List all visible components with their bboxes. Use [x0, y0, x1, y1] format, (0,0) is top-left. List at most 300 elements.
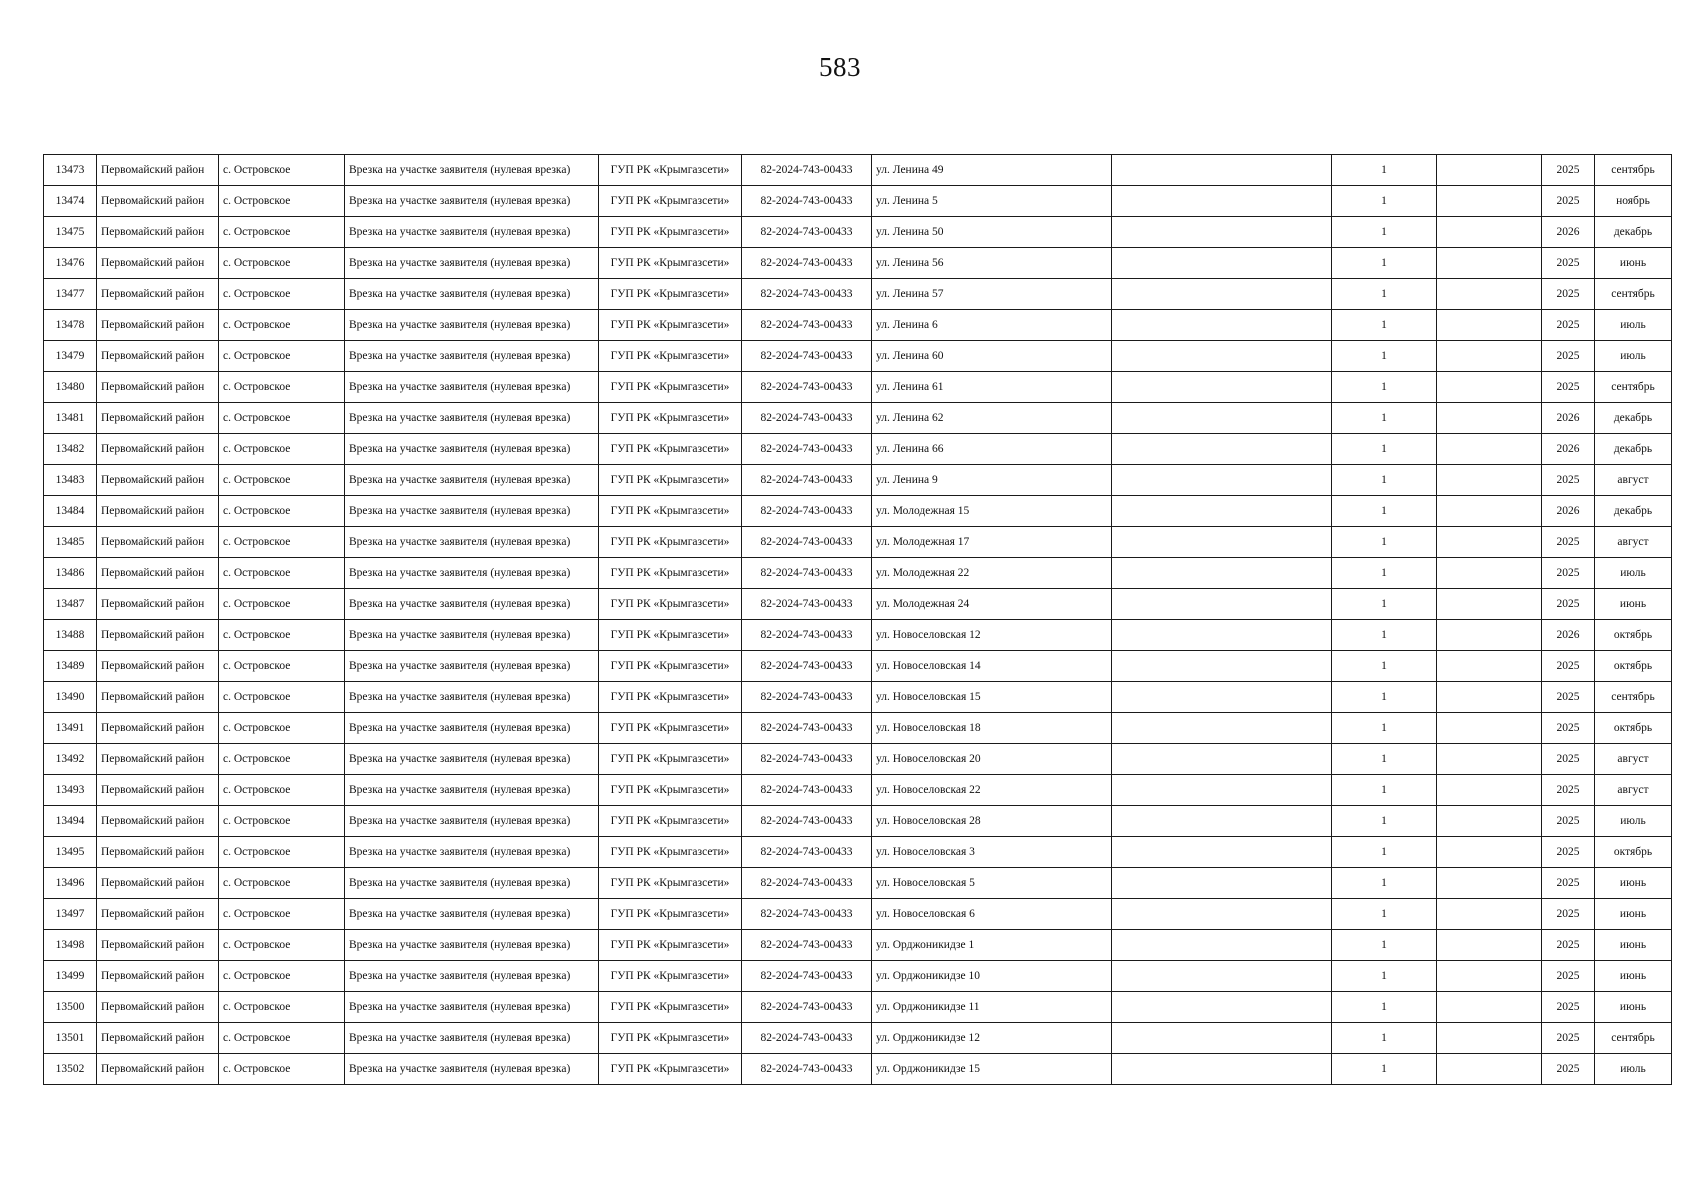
- organization-cell: ГУП РК «Крымгазсети»: [599, 1054, 742, 1085]
- address-cell: ул. Новоселовская 3: [872, 837, 1112, 868]
- table-row: [44, 1023, 1672, 1054]
- table-row: [44, 527, 1672, 558]
- year-cell: 2025: [1542, 992, 1595, 1023]
- address-cell: ул. Ленина 9: [872, 465, 1112, 496]
- district-cell: Первомайский район: [97, 496, 219, 527]
- program-code-cell: 82-2024-743-00433: [742, 899, 872, 930]
- empty-cell: [1112, 589, 1332, 620]
- address-cell: ул. Новоселовская 20: [872, 744, 1112, 775]
- address-cell: ул. Молодежная 22: [872, 558, 1112, 589]
- organization-cell: ГУП РК «Крымгазсети»: [599, 279, 742, 310]
- district-cell: Первомайский район: [97, 806, 219, 837]
- empty-cell: [1437, 558, 1542, 589]
- program-code-cell: 82-2024-743-00433: [742, 434, 872, 465]
- empty-cell: [1112, 186, 1332, 217]
- work-type-cell: Врезка на участке заявителя (нулевая врезка): [345, 248, 599, 279]
- district-cell: Первомайский район: [97, 992, 219, 1023]
- district-cell: Первомайский район: [97, 217, 219, 248]
- month-cell: июнь: [1595, 589, 1672, 620]
- organization-cell: ГУП РК «Крымгазсети»: [599, 899, 742, 930]
- quantity-cell: 1: [1332, 868, 1437, 899]
- program-code-cell: 82-2024-743-00433: [742, 682, 872, 713]
- address-cell: ул. Ленина 66: [872, 434, 1112, 465]
- year-cell: 2026: [1542, 403, 1595, 434]
- village-cell: с. Островское: [219, 930, 345, 961]
- district-cell: Первомайский район: [97, 775, 219, 806]
- work-type-cell: Врезка на участке заявителя (нулевая врезка): [345, 279, 599, 310]
- empty-cell: [1112, 558, 1332, 589]
- village-cell: с. Островское: [219, 682, 345, 713]
- address-cell: ул. Молодежная 17: [872, 527, 1112, 558]
- district-cell: Первомайский район: [97, 620, 219, 651]
- work-type-cell: Врезка на участке заявителя (нулевая врезка): [345, 310, 599, 341]
- work-type-cell: Врезка на участке заявителя (нулевая врезка): [345, 713, 599, 744]
- empty-cell: [1437, 961, 1542, 992]
- empty-cell: [1437, 899, 1542, 930]
- empty-cell: [1112, 899, 1332, 930]
- work-type-cell: Врезка на участке заявителя (нулевая врезка): [345, 868, 599, 899]
- empty-cell: [1437, 465, 1542, 496]
- organization-cell: ГУП РК «Крымгазсети»: [599, 837, 742, 868]
- organization-cell: ГУП РК «Крымгазсети»: [599, 775, 742, 806]
- month-cell: июль: [1595, 806, 1672, 837]
- year-cell: 2025: [1542, 279, 1595, 310]
- district-cell: Первомайский район: [97, 155, 219, 186]
- year-cell: 2026: [1542, 434, 1595, 465]
- quantity-cell: 1: [1332, 403, 1437, 434]
- district-cell: Первомайский район: [97, 744, 219, 775]
- table-row: [44, 310, 1672, 341]
- program-code-cell: 82-2024-743-00433: [742, 372, 872, 403]
- empty-cell: [1112, 837, 1332, 868]
- quantity-cell: 1: [1332, 1054, 1437, 1085]
- year-cell: 2025: [1542, 155, 1595, 186]
- empty-cell: [1437, 744, 1542, 775]
- work-type-cell: Врезка на участке заявителя (нулевая врезка): [345, 403, 599, 434]
- year-cell: 2025: [1542, 310, 1595, 341]
- month-cell: декабрь: [1595, 217, 1672, 248]
- month-cell: сентябрь: [1595, 372, 1672, 403]
- quantity-cell: 1: [1332, 899, 1437, 930]
- work-type-cell: Врезка на участке заявителя (нулевая врезка): [345, 1054, 599, 1085]
- month-cell: октябрь: [1595, 837, 1672, 868]
- program-code-cell: 82-2024-743-00433: [742, 744, 872, 775]
- registry-body: [44, 155, 1672, 1085]
- work-type-cell: Врезка на участке заявителя (нулевая врезка): [345, 837, 599, 868]
- table-row: [44, 682, 1672, 713]
- row-number: 13500: [44, 992, 97, 1023]
- empty-cell: [1112, 403, 1332, 434]
- work-type-cell: Врезка на участке заявителя (нулевая врезка): [345, 620, 599, 651]
- year-cell: 2025: [1542, 713, 1595, 744]
- table-row: [44, 899, 1672, 930]
- row-number: 13484: [44, 496, 97, 527]
- district-cell: Первомайский район: [97, 527, 219, 558]
- organization-cell: ГУП РК «Крымгазсети»: [599, 744, 742, 775]
- empty-cell: [1112, 496, 1332, 527]
- year-cell: 2025: [1542, 248, 1595, 279]
- village-cell: с. Островское: [219, 186, 345, 217]
- month-cell: июнь: [1595, 930, 1672, 961]
- program-code-cell: 82-2024-743-00433: [742, 992, 872, 1023]
- year-cell: 2025: [1542, 682, 1595, 713]
- year-cell: 2026: [1542, 620, 1595, 651]
- quantity-cell: 1: [1332, 186, 1437, 217]
- quantity-cell: 1: [1332, 527, 1437, 558]
- row-number: 13497: [44, 899, 97, 930]
- quantity-cell: 1: [1332, 372, 1437, 403]
- village-cell: с. Островское: [219, 372, 345, 403]
- empty-cell: [1112, 868, 1332, 899]
- address-cell: ул. Орджоникидзе 1: [872, 930, 1112, 961]
- district-cell: Первомайский район: [97, 713, 219, 744]
- address-cell: ул. Ленина 6: [872, 310, 1112, 341]
- district-cell: Первомайский район: [97, 1023, 219, 1054]
- table-row: [44, 341, 1672, 372]
- row-number: 13477: [44, 279, 97, 310]
- village-cell: с. Островское: [219, 310, 345, 341]
- year-cell: 2026: [1542, 217, 1595, 248]
- work-type-cell: Врезка на участке заявителя (нулевая врезка): [345, 682, 599, 713]
- row-number: 13478: [44, 310, 97, 341]
- month-cell: июнь: [1595, 961, 1672, 992]
- district-cell: Первомайский район: [97, 961, 219, 992]
- program-code-cell: 82-2024-743-00433: [742, 713, 872, 744]
- year-cell: 2025: [1542, 806, 1595, 837]
- village-cell: с. Островское: [219, 155, 345, 186]
- row-number: 13495: [44, 837, 97, 868]
- village-cell: с. Островское: [219, 1054, 345, 1085]
- empty-cell: [1112, 930, 1332, 961]
- village-cell: с. Островское: [219, 744, 345, 775]
- address-cell: ул. Новоселовская 15: [872, 682, 1112, 713]
- organization-cell: ГУП РК «Крымгазсети»: [599, 217, 742, 248]
- empty-cell: [1112, 279, 1332, 310]
- year-cell: 2025: [1542, 961, 1595, 992]
- table-row: [44, 372, 1672, 403]
- year-cell: 2025: [1542, 465, 1595, 496]
- work-type-cell: Врезка на участке заявителя (нулевая врезка): [345, 589, 599, 620]
- empty-cell: [1112, 651, 1332, 682]
- organization-cell: ГУП РК «Крымгазсети»: [599, 310, 742, 341]
- program-code-cell: 82-2024-743-00433: [742, 837, 872, 868]
- table-row: [44, 775, 1672, 806]
- empty-cell: [1437, 248, 1542, 279]
- program-code-cell: 82-2024-743-00433: [742, 651, 872, 682]
- program-code-cell: 82-2024-743-00433: [742, 930, 872, 961]
- month-cell: июль: [1595, 341, 1672, 372]
- work-type-cell: Врезка на участке заявителя (нулевая врезка): [345, 341, 599, 372]
- organization-cell: ГУП РК «Крымгазсети»: [599, 341, 742, 372]
- row-number: 13494: [44, 806, 97, 837]
- program-code-cell: 82-2024-743-00433: [742, 403, 872, 434]
- organization-cell: ГУП РК «Крымгазсети»: [599, 496, 742, 527]
- empty-cell: [1437, 372, 1542, 403]
- program-code-cell: 82-2024-743-00433: [742, 186, 872, 217]
- district-cell: Первомайский район: [97, 558, 219, 589]
- village-cell: с. Островское: [219, 775, 345, 806]
- month-cell: ноябрь: [1595, 186, 1672, 217]
- row-number: 13496: [44, 868, 97, 899]
- program-code-cell: 82-2024-743-00433: [742, 620, 872, 651]
- table-row: [44, 992, 1672, 1023]
- empty-cell: [1437, 186, 1542, 217]
- row-number: 13482: [44, 434, 97, 465]
- work-type-cell: Врезка на участке заявителя (нулевая врезка): [345, 186, 599, 217]
- empty-cell: [1112, 155, 1332, 186]
- empty-cell: [1112, 682, 1332, 713]
- organization-cell: ГУП РК «Крымгазсети»: [599, 713, 742, 744]
- address-cell: ул. Орджоникидзе 15: [872, 1054, 1112, 1085]
- address-cell: ул. Ленина 5: [872, 186, 1112, 217]
- year-cell: 2025: [1542, 558, 1595, 589]
- month-cell: сентябрь: [1595, 1023, 1672, 1054]
- work-type-cell: Врезка на участке заявителя (нулевая врезка): [345, 434, 599, 465]
- village-cell: с. Островское: [219, 651, 345, 682]
- program-code-cell: 82-2024-743-00433: [742, 279, 872, 310]
- quantity-cell: 1: [1332, 620, 1437, 651]
- village-cell: с. Островское: [219, 1023, 345, 1054]
- quantity-cell: 1: [1332, 217, 1437, 248]
- empty-cell: [1112, 248, 1332, 279]
- district-cell: Первомайский район: [97, 868, 219, 899]
- month-cell: июнь: [1595, 899, 1672, 930]
- village-cell: с. Островское: [219, 961, 345, 992]
- address-cell: ул. Ленина 56: [872, 248, 1112, 279]
- address-cell: ул. Новоселовская 28: [872, 806, 1112, 837]
- village-cell: с. Островское: [219, 465, 345, 496]
- district-cell: Первомайский район: [97, 899, 219, 930]
- address-cell: ул. Новоселовская 14: [872, 651, 1112, 682]
- row-number: 13491: [44, 713, 97, 744]
- work-type-cell: Врезка на участке заявителя (нулевая врезка): [345, 992, 599, 1023]
- address-cell: ул. Ленина 57: [872, 279, 1112, 310]
- program-code-cell: 82-2024-743-00433: [742, 341, 872, 372]
- empty-cell: [1437, 279, 1542, 310]
- program-code-cell: 82-2024-743-00433: [742, 155, 872, 186]
- district-cell: Первомайский район: [97, 930, 219, 961]
- village-cell: с. Островское: [219, 403, 345, 434]
- district-cell: Первомайский район: [97, 248, 219, 279]
- table-row: [44, 279, 1672, 310]
- quantity-cell: 1: [1332, 930, 1437, 961]
- program-code-cell: 82-2024-743-00433: [742, 310, 872, 341]
- month-cell: сентябрь: [1595, 682, 1672, 713]
- year-cell: 2025: [1542, 589, 1595, 620]
- address-cell: ул. Ленина 50: [872, 217, 1112, 248]
- district-cell: Первомайский район: [97, 186, 219, 217]
- month-cell: август: [1595, 744, 1672, 775]
- empty-cell: [1112, 434, 1332, 465]
- program-code-cell: 82-2024-743-00433: [742, 775, 872, 806]
- empty-cell: [1437, 868, 1542, 899]
- table-row: [44, 465, 1672, 496]
- work-type-cell: Врезка на участке заявителя (нулевая врезка): [345, 806, 599, 837]
- empty-cell: [1112, 806, 1332, 837]
- address-cell: ул. Орджоникидзе 11: [872, 992, 1112, 1023]
- empty-cell: [1437, 930, 1542, 961]
- year-cell: 2025: [1542, 1054, 1595, 1085]
- address-cell: ул. Ленина 60: [872, 341, 1112, 372]
- row-number: 13473: [44, 155, 97, 186]
- table-row: [44, 651, 1672, 682]
- row-number: 13486: [44, 558, 97, 589]
- program-code-cell: 82-2024-743-00433: [742, 961, 872, 992]
- year-cell: 2025: [1542, 1023, 1595, 1054]
- quantity-cell: 1: [1332, 155, 1437, 186]
- empty-cell: [1437, 155, 1542, 186]
- program-code-cell: 82-2024-743-00433: [742, 465, 872, 496]
- table-row: [44, 558, 1672, 589]
- empty-cell: [1437, 310, 1542, 341]
- month-cell: декабрь: [1595, 496, 1672, 527]
- village-cell: с. Островское: [219, 527, 345, 558]
- month-cell: август: [1595, 527, 1672, 558]
- row-number: 13476: [44, 248, 97, 279]
- quantity-cell: 1: [1332, 248, 1437, 279]
- empty-cell: [1112, 713, 1332, 744]
- program-code-cell: 82-2024-743-00433: [742, 806, 872, 837]
- quantity-cell: 1: [1332, 279, 1437, 310]
- quantity-cell: 1: [1332, 775, 1437, 806]
- row-number: 13485: [44, 527, 97, 558]
- district-cell: Первомайский район: [97, 465, 219, 496]
- year-cell: 2025: [1542, 744, 1595, 775]
- empty-cell: [1112, 372, 1332, 403]
- address-cell: ул. Ленина 49: [872, 155, 1112, 186]
- quantity-cell: 1: [1332, 744, 1437, 775]
- organization-cell: ГУП РК «Крымгазсети»: [599, 186, 742, 217]
- year-cell: 2025: [1542, 186, 1595, 217]
- row-number: 13483: [44, 465, 97, 496]
- work-type-cell: Врезка на участке заявителя (нулевая врезка): [345, 651, 599, 682]
- month-cell: июль: [1595, 1054, 1672, 1085]
- village-cell: с. Островское: [219, 341, 345, 372]
- empty-cell: [1112, 992, 1332, 1023]
- empty-cell: [1437, 496, 1542, 527]
- empty-cell: [1112, 961, 1332, 992]
- program-code-cell: 82-2024-743-00433: [742, 496, 872, 527]
- empty-cell: [1437, 1023, 1542, 1054]
- quantity-cell: 1: [1332, 806, 1437, 837]
- month-cell: сентябрь: [1595, 155, 1672, 186]
- empty-cell: [1437, 682, 1542, 713]
- row-number: 13487: [44, 589, 97, 620]
- table-row: [44, 1054, 1672, 1085]
- month-cell: июль: [1595, 558, 1672, 589]
- quantity-cell: 1: [1332, 651, 1437, 682]
- work-type-cell: Врезка на участке заявителя (нулевая врезка): [345, 217, 599, 248]
- empty-cell: [1437, 651, 1542, 682]
- quantity-cell: 1: [1332, 465, 1437, 496]
- table-row: [44, 434, 1672, 465]
- empty-cell: [1437, 992, 1542, 1023]
- work-type-cell: Врезка на участке заявителя (нулевая врезка): [345, 744, 599, 775]
- empty-cell: [1437, 806, 1542, 837]
- row-number: 13480: [44, 372, 97, 403]
- district-cell: Первомайский район: [97, 341, 219, 372]
- village-cell: с. Островское: [219, 248, 345, 279]
- table-row: [44, 930, 1672, 961]
- empty-cell: [1112, 744, 1332, 775]
- organization-cell: ГУП РК «Крымгазсети»: [599, 372, 742, 403]
- empty-cell: [1112, 217, 1332, 248]
- row-number: 13488: [44, 620, 97, 651]
- district-cell: Первомайский район: [97, 279, 219, 310]
- empty-cell: [1112, 310, 1332, 341]
- month-cell: декабрь: [1595, 434, 1672, 465]
- quantity-cell: 1: [1332, 961, 1437, 992]
- row-number: 13498: [44, 930, 97, 961]
- organization-cell: ГУП РК «Крымгазсети»: [599, 403, 742, 434]
- table-row: [44, 496, 1672, 527]
- table-row: [44, 961, 1672, 992]
- program-code-cell: 82-2024-743-00433: [742, 527, 872, 558]
- work-type-cell: Врезка на участке заявителя (нулевая врезка): [345, 961, 599, 992]
- table-row: [44, 837, 1672, 868]
- organization-cell: ГУП РК «Крымгазсети»: [599, 527, 742, 558]
- quantity-cell: 1: [1332, 1023, 1437, 1054]
- table-row: [44, 186, 1672, 217]
- year-cell: 2025: [1542, 899, 1595, 930]
- village-cell: с. Островское: [219, 713, 345, 744]
- work-type-cell: Врезка на участке заявителя (нулевая врезка): [345, 527, 599, 558]
- row-number: 13499: [44, 961, 97, 992]
- empty-cell: [1437, 620, 1542, 651]
- table-row: [44, 155, 1672, 186]
- district-cell: Первомайский район: [97, 403, 219, 434]
- table-row: [44, 744, 1672, 775]
- organization-cell: ГУП РК «Крымгазсети»: [599, 620, 742, 651]
- quantity-cell: 1: [1332, 682, 1437, 713]
- program-code-cell: 82-2024-743-00433: [742, 868, 872, 899]
- address-cell: ул. Молодежная 24: [872, 589, 1112, 620]
- village-cell: с. Островское: [219, 217, 345, 248]
- empty-cell: [1112, 775, 1332, 806]
- work-type-cell: Врезка на участке заявителя (нулевая врезка): [345, 930, 599, 961]
- empty-cell: [1112, 620, 1332, 651]
- village-cell: с. Островское: [219, 558, 345, 589]
- address-cell: ул. Орджоникидзе 12: [872, 1023, 1112, 1054]
- table-row: [44, 589, 1672, 620]
- village-cell: с. Островское: [219, 837, 345, 868]
- work-type-cell: Врезка на участке заявителя (нулевая врезка): [345, 1023, 599, 1054]
- organization-cell: ГУП РК «Крымгазсети»: [599, 961, 742, 992]
- registry-table: [43, 154, 1672, 1085]
- work-type-cell: Врезка на участке заявителя (нулевая врезка): [345, 372, 599, 403]
- village-cell: с. Островское: [219, 279, 345, 310]
- row-number: 13493: [44, 775, 97, 806]
- row-number: 13474: [44, 186, 97, 217]
- row-number: 13502: [44, 1054, 97, 1085]
- work-type-cell: Врезка на участке заявителя (нулевая врезка): [345, 496, 599, 527]
- quantity-cell: 1: [1332, 310, 1437, 341]
- empty-cell: [1437, 589, 1542, 620]
- empty-cell: [1437, 837, 1542, 868]
- empty-cell: [1112, 1054, 1332, 1085]
- page-number: 583: [819, 52, 861, 82]
- month-cell: июнь: [1595, 992, 1672, 1023]
- program-code-cell: 82-2024-743-00433: [742, 558, 872, 589]
- organization-cell: ГУП РК «Крымгазсети»: [599, 434, 742, 465]
- row-number: 13489: [44, 651, 97, 682]
- year-cell: 2025: [1542, 341, 1595, 372]
- year-cell: 2025: [1542, 527, 1595, 558]
- month-cell: октябрь: [1595, 713, 1672, 744]
- month-cell: июль: [1595, 310, 1672, 341]
- empty-cell: [1437, 713, 1542, 744]
- table-row: [44, 713, 1672, 744]
